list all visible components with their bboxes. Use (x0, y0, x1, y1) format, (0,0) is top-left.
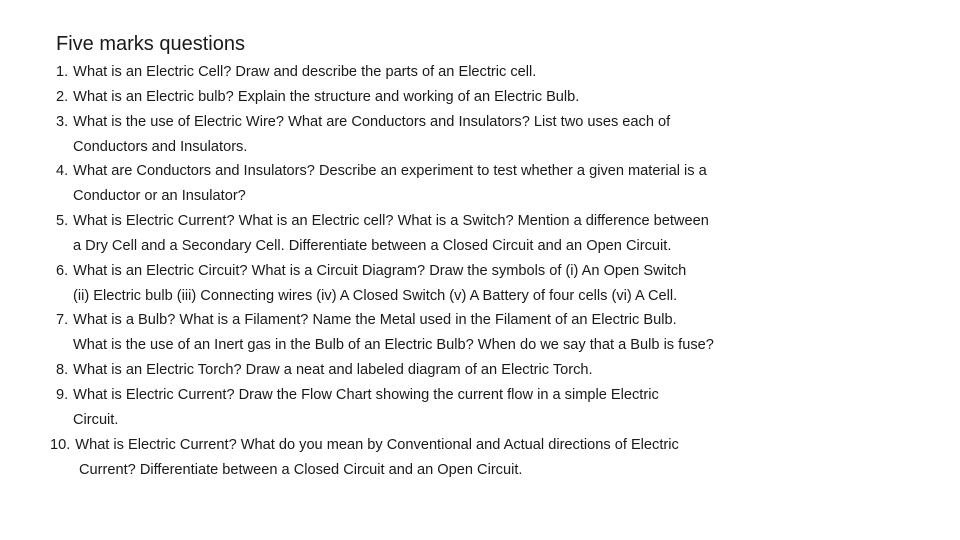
question-line (0, 433, 960, 458)
question-number: 6. (56, 262, 69, 279)
question-item (0, 433, 960, 483)
question-item (0, 358, 960, 383)
question-text: What is an Electric Circuit? What is a Circuit Diagram? Draw the symbols of (i) An Open Switch (73, 262, 687, 279)
question-continuation-line (0, 333, 960, 358)
question-line (0, 259, 960, 284)
question-line (0, 85, 960, 110)
question-continuation-line (0, 408, 960, 433)
question-text: What is a Bulb? What is a Filament? Name the Metal used in the Filament of an Electric Bulb. (73, 312, 677, 329)
question-number: 7. (56, 312, 69, 329)
page-title: Five marks questions (56, 33, 245, 55)
question-text: What is an Electric Torch? Draw a neat and labeled diagram of an Electric Torch. (73, 362, 593, 379)
question-number: 8. (56, 362, 69, 379)
question-text: Current? Differentiate between a Closed Circuit and an Open Circuit. (79, 461, 523, 478)
question-line (0, 308, 960, 333)
question-item (0, 209, 960, 259)
question-number: 2. (56, 88, 69, 105)
question-continuation-line (0, 234, 960, 259)
question-item (0, 110, 960, 160)
question-continuation-line (0, 284, 960, 309)
question-line (0, 358, 960, 383)
question-text: a Dry Cell and a Secondary Cell. Differentiate between a Closed Circuit and an Open Circuit. (73, 237, 672, 254)
question-number: 9. (56, 386, 69, 403)
question-text: Circuit. (73, 411, 119, 428)
question-line (0, 209, 960, 234)
question-number: 1. (56, 64, 69, 80)
question-item (0, 85, 960, 110)
question-text: What is Electric Current? What is an Electric cell? What is a Switch? Mention a difference between (73, 213, 709, 230)
question-item (0, 60, 960, 85)
question-item (0, 383, 960, 433)
question-text: What is an Electric Cell? Draw and describe the parts of an Electric cell. (73, 64, 537, 80)
question-continuation-line (0, 135, 960, 160)
question-list (0, 60, 960, 482)
question-line (0, 159, 960, 184)
question-number: 4. (56, 163, 69, 180)
question-continuation-line (0, 458, 960, 483)
question-line (0, 110, 960, 135)
question-item (0, 259, 960, 309)
question-item (0, 308, 960, 358)
question-number: 3. (56, 113, 69, 130)
question-text: (ii) Electric bulb (iii) Connecting wires (iv) A Closed Switch (v) A Battery of four cells (vi) A Cell. (73, 287, 678, 304)
question-item (0, 159, 960, 209)
question-line (0, 60, 960, 85)
question-number: 5. (56, 213, 69, 230)
question-number: 10. (50, 436, 71, 453)
question-text: What are Conductors and Insulators? Describe an experiment to test whether a given material is a (73, 163, 707, 180)
question-line (0, 383, 960, 408)
question-continuation-line (0, 184, 960, 209)
question-text: What is an Electric bulb? Explain the structure and working of an Electric Bulb. (73, 88, 580, 105)
question-text: Conductor or an Insulator? (73, 188, 246, 205)
question-text: What is the use of an Inert gas in the Bulb of an Electric Bulb? When do we say that a Bulb is fuse? (73, 337, 714, 354)
question-text: What is Electric Current? What do you mean by Conventional and Actual directions of Electric (75, 436, 679, 453)
question-text: What is the use of Electric Wire? What are Conductors and Insulators? List two uses each of (73, 113, 671, 130)
question-text: Conductors and Insulators. (73, 138, 248, 155)
question-text: What is Electric Current? Draw the Flow Chart showing the current flow in a simple Electric (73, 386, 659, 403)
